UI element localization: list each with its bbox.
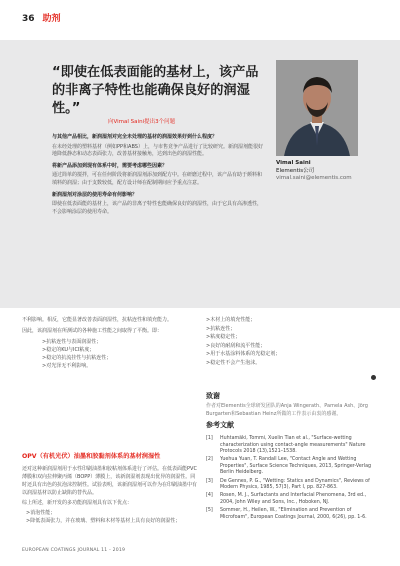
reference-text: Huhtamäki, Tommi, Xuelin Tian et al., "Surface-wetting characterization using contact-angle measurements" Nature Protocols 2018 (13),1521–1538. (220, 436, 366, 455)
interviewee-info (276, 160, 352, 183)
interview-qa (52, 130, 264, 216)
left-column (22, 316, 198, 370)
reference-number: [2] (206, 457, 213, 463)
reference-item (206, 436, 376, 456)
references-title: 参考文献 (206, 421, 234, 429)
interview-answer-1: 在未经处理的塑料基材（例如PP和ABS）上，与市售竞争产品进行了比较研究。新润湿剂能很好地降低静态和动态表面张力，改善基材接触角，达到出色的润湿性能。 (52, 143, 263, 158)
reference-text: Yuehua Yuan, T. Randall Lee, "Contact Angle and Wetting Properties", Surface Science Techniques, 2013, Springer-Verlag Berlin Heidelberg. (220, 457, 372, 476)
list-item: >降低表面张力，并在玻璃、塑料和木材等基材上具有良好的润湿性； (26, 518, 181, 524)
reference-item (206, 457, 376, 477)
list-item: >稳定性不会产生泡沫。 (206, 359, 261, 366)
references (206, 420, 376, 523)
page-footer: EUROPEAN COATINGS JOURNAL 11 - 2019 (22, 548, 126, 553)
interview-answer-3: 即使在低表面能的基材上，该产品的非离子特性也能确保良好的润湿性，由于它具有高渗透性，不会影响涂层的使用寿命。 (52, 201, 263, 215)
list-item: >用于水基涂料体系的光稳定剂； (206, 351, 281, 357)
interview-answer-2: 通过简单的搅拌，可在任何阶段将新润湿剂添加到配方中。在研磨过程中，该产品有助于颜料和填料的润湿；由于支数较低，配方设计师在配制期间应予重点注意。 (52, 172, 263, 186)
list-item: >良好的耐刮和流平性能； (206, 342, 266, 349)
interview-byline: 向Vimal Saini提出3个问题 (108, 119, 176, 125)
portrait-illustration (276, 60, 358, 156)
acknowledgements-body: 作者对Elementis全球研发团队的Anja Wingerath、Pamela Ash、Jörg Burgarten和Sebastian Heinz所做的工作表示由衷的感谢。 (206, 403, 368, 417)
section-title: 助剂 (42, 14, 61, 24)
reference-item (206, 479, 376, 492)
right-column-bullets (206, 316, 374, 367)
list-item: >稳定的KU与ICI粘度； (42, 347, 95, 353)
reference-number: [5] (206, 507, 213, 513)
section-heading: OPV（有机光伏）油墨和胶黏剂体系的基材润湿性 (22, 453, 161, 460)
interviewee-company: Elementis公司 (276, 167, 315, 174)
reference-number: [3] (206, 478, 213, 484)
reference-number: [1] (206, 436, 213, 441)
reference-item (206, 493, 376, 506)
acknowledgements (206, 391, 376, 418)
list-item: >粘度稳定性； (206, 334, 241, 340)
paragraph: 因此，该润湿剂在所测试的各种施工性能之间取得了平衡。即： (22, 328, 163, 334)
bullet-list (22, 509, 198, 525)
reference-text: Sommer, H., Heilen, W., "Elimination and Prevention of Microfoam", European Coatings Journal, 2000, 6(26), pp. 1-6. (220, 507, 367, 520)
reference-text: De Gennes, P. G., "Wetting: Statics and Dynamics", Reviews of Modern Physics, 1985, 57(3), Part I, pp. 827-863. (220, 478, 370, 491)
list-item: >抗粘连性与表面润湿性； (42, 339, 102, 345)
paragraph: 不利影响。相反，它能显著改善表面润湿性，抗粘连性和填充能力。 (22, 317, 173, 323)
paragraph: 还对这种新润湿剂用于水性印刷油墨和胶粘剂体系进行了评估。在低表面能PVC薄膜和双向拉伸聚丙烯（BOPP）薄膜上，该新润湿剂表现出优异的润湿性。同时还具有出色的抗泡沫控制性。试验表明，该新润湿剂可以作为在印刷油墨中有以润湿基材以防止缺陷的替代品。 (22, 466, 198, 496)
interviewee-name: Vimal Saini (276, 160, 311, 166)
end-of-article-icon (371, 375, 376, 380)
list-item: >稳定的抗流挂性与抗粘连性； (42, 355, 112, 361)
reference-item (206, 508, 376, 521)
page-number: 36 (22, 14, 35, 24)
list-item: >消泡性能； (26, 510, 56, 516)
interview-question-3: 新润湿剂对涂层的使用寿命有何影响？ (52, 191, 138, 198)
acknowledgements-title: 致谢 (206, 392, 220, 400)
pull-quote: “即使在低表面能的基材上，该产品的非离子特性也能确保良好的润湿性。” (52, 65, 259, 116)
list-item: >抗粘连性； (206, 325, 236, 332)
list-item: >对光泽无不利影响。 (42, 363, 92, 369)
list-item: >木材上的填充性能； (206, 317, 256, 323)
interviewee-email[interactable]: vimal.saini@elementis.com (276, 175, 352, 181)
paragraph: 综上所述，新开发的多功能润湿剂具有以下优点： (22, 500, 133, 506)
interview-question-1: 与其他产品相比，新润湿剂对完全未处理的基材的润湿效果好到什么程度？ (52, 134, 218, 140)
interview-question-2: 将新产品添加到现有体系中时，需要考虑哪些因素？ (52, 162, 168, 169)
page-header (22, 11, 61, 25)
portrait-photo (276, 60, 358, 156)
reference-text: Rosen, M. J., Surfactants and Interfacial Phenomena, 3rd ed., 2004, John Wiley and Sons, Inc., Hoboken, NJ. (220, 493, 367, 505)
reference-number: [4] (206, 493, 213, 499)
bullet-list (22, 338, 198, 370)
left-column-lower (22, 465, 198, 525)
